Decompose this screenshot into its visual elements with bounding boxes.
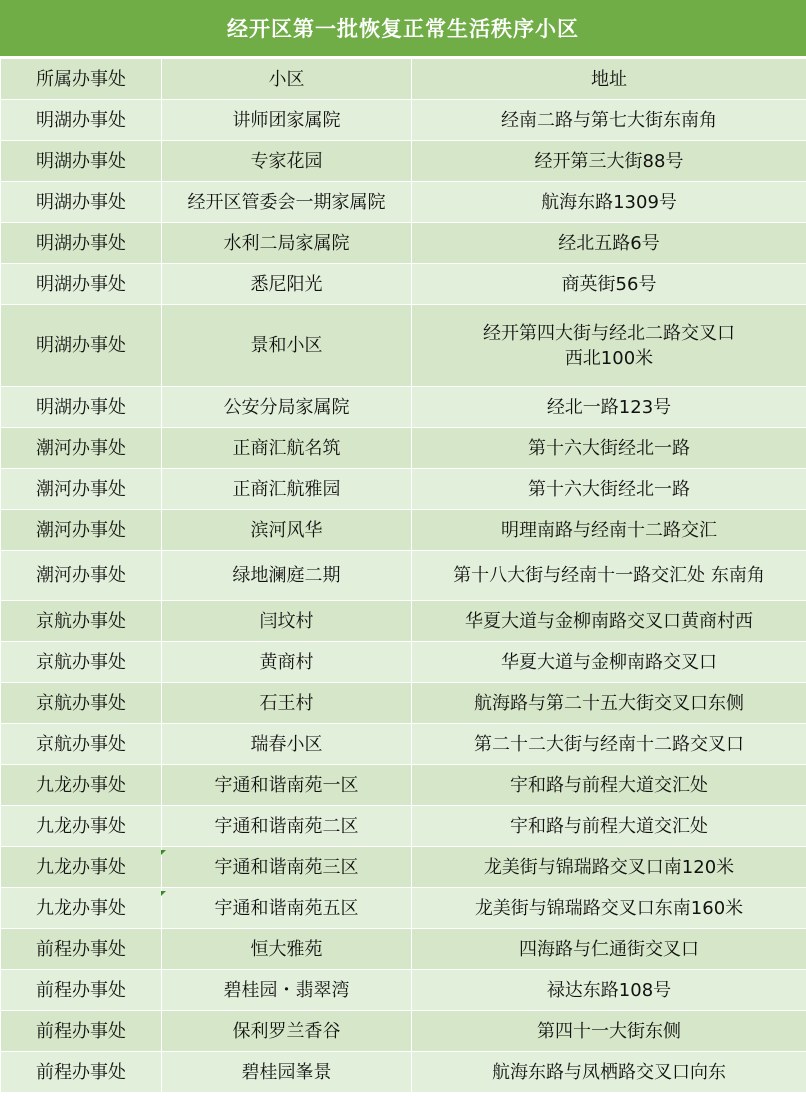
address-cell: 第十六大街经北一路 [412,469,806,510]
community-cell: 保利罗兰香谷 [162,1011,412,1052]
community-cell: 闫坟村 [162,601,412,642]
community-cell: 经开区管委会一期家属院 [162,182,412,223]
table-row [1,929,806,970]
table-row [1,469,806,510]
table-row [1,182,806,223]
community-cell: 宇通和谐南苑一区 [162,765,412,806]
community-table [0,58,806,1093]
address-cell: 航海东路与凤栖路交叉口向东 [412,1052,806,1093]
table-row [1,551,806,601]
office-cell: 明湖办事处 [1,264,162,305]
address-cell: 第十六大街经北一路 [412,428,806,469]
address-cell: 经南二路与第七大街东南角 [412,100,806,141]
office-cell: 明湖办事处 [1,182,162,223]
office-cell: 九龙办事处 [1,765,162,806]
community-cell: 瑞春小区 [162,724,412,765]
community-cell: 碧桂园峯景 [162,1052,412,1093]
office-cell: 明湖办事处 [1,223,162,264]
office-cell: 潮河办事处 [1,469,162,510]
table-row [1,1052,806,1093]
table-row [1,683,806,724]
office-cell: 京航办事处 [1,642,162,683]
cell-comment-marker [161,891,166,896]
table-row [1,806,806,847]
cell-comment-marker [161,850,166,855]
office-cell: 前程办事处 [1,1011,162,1052]
table-row [1,1011,806,1052]
address-cell: 经开第三大街88号 [412,141,806,182]
community-cell: 黄商村 [162,642,412,683]
address-cell: 航海路与第二十五大街交叉口东侧 [412,683,806,724]
community-cell: 正商汇航雅园 [162,469,412,510]
address-cell: 明理南路与经南十二路交汇 [412,510,806,551]
community-cell: 悉尼阳光 [162,264,412,305]
table-row [1,765,806,806]
table-row [1,970,806,1011]
community-cell: 宇通和谐南苑五区 [162,888,412,929]
office-cell: 潮河办事处 [1,551,162,601]
office-cell: 明湖办事处 [1,141,162,182]
address-cell: 龙美街与锦瑞路交叉口南120米 [412,847,806,888]
community-cell: 宇通和谐南苑三区 [162,847,412,888]
address-cell: 四海路与仁通街交叉口 [412,929,806,970]
office-cell: 前程办事处 [1,1052,162,1093]
address-cell: 第十八大街与经南十一路交汇处 东南角 [412,551,806,601]
column-header-office: 所属办事处 [1,59,162,100]
table-row [1,387,806,428]
table-row [1,141,806,182]
address-line: 经开第四大街与经北二路交叉口 [483,322,735,344]
address-cell: 商英街56号 [412,264,806,305]
office-cell: 明湖办事处 [1,305,162,387]
office-cell: 京航办事处 [1,683,162,724]
community-cell: 绿地澜庭二期 [162,551,412,601]
community-cell: 碧桂园・翡翠湾 [162,970,412,1011]
community-cell: 景和小区 [162,305,412,387]
address-cell: 经北五路6号 [412,223,806,264]
sheet-title: 经开区第一批恢复正常生活秩序小区 [0,0,806,58]
table-row [1,888,806,929]
community-cell: 石王村 [162,683,412,724]
community-cell: 正商汇航名筑 [162,428,412,469]
table-row [1,223,806,264]
office-cell: 九龙办事处 [1,888,162,929]
office-cell: 明湖办事处 [1,100,162,141]
office-cell: 前程办事处 [1,929,162,970]
office-cell: 京航办事处 [1,601,162,642]
community-cell: 专家花园 [162,141,412,182]
address-line: 西北100米 [564,347,654,369]
address-cell [412,305,806,387]
table-row [1,264,806,305]
community-cell: 滨河风华 [162,510,412,551]
address-cell: 经北一路123号 [412,387,806,428]
community-cell: 宇通和谐南苑二区 [162,806,412,847]
address-cell: 宇和路与前程大道交汇处 [412,806,806,847]
office-cell: 前程办事处 [1,970,162,1011]
address-cell: 龙美街与锦瑞路交叉口东南160米 [412,888,806,929]
community-cell: 水利二局家属院 [162,223,412,264]
address-cell: 宇和路与前程大道交汇处 [412,765,806,806]
office-cell: 潮河办事处 [1,510,162,551]
community-cell: 恒大雅苑 [162,929,412,970]
column-header-address: 地址 [412,59,806,100]
table-row [1,724,806,765]
table-row [1,642,806,683]
address-cell: 华夏大道与金柳南路交叉口 [412,642,806,683]
address-cell: 第四十一大街东侧 [412,1011,806,1052]
table-row [1,601,806,642]
office-cell: 明湖办事处 [1,387,162,428]
office-cell: 京航办事处 [1,724,162,765]
address-cell: 航海东路1309号 [412,182,806,223]
column-header-community: 小区 [162,59,412,100]
community-cell: 讲师团家属院 [162,100,412,141]
table-row [1,100,806,141]
address-cell: 第二十二大街与经南十二路交叉口 [412,724,806,765]
table-row [1,428,806,469]
address-cell: 华夏大道与金柳南路交叉口黄商村西 [412,601,806,642]
address-cell: 禄达东路108号 [412,970,806,1011]
office-cell: 九龙办事处 [1,806,162,847]
community-cell: 公安分局家属院 [162,387,412,428]
office-cell: 潮河办事处 [1,428,162,469]
table-row [1,847,806,888]
table-row [1,510,806,551]
table-row [1,305,806,387]
table-header-row [1,59,806,100]
office-cell: 九龙办事处 [1,847,162,888]
